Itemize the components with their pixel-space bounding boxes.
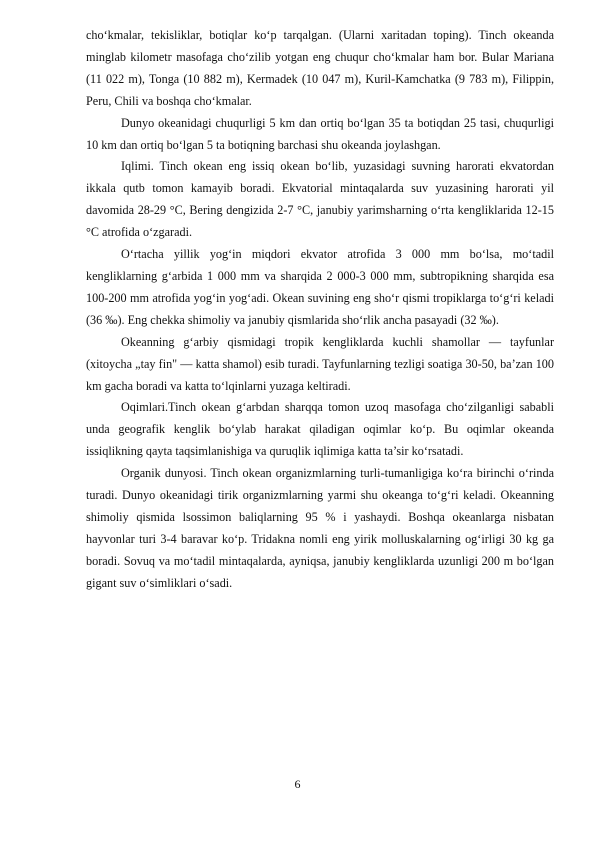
paragraph-deep-basins: Dunyo okeanidagi chuqurligi 5 km dan ortiq bo‘lgan 35 ta botiqdan 25 tasi, chuqurligi 10 km dan ortiq bo‘lgan 5 ta botiqning barchasi shu okeanda joylashgan. <box>86 115 554 152</box>
page-number: 6 <box>294 777 301 791</box>
body-text <box>86 25 554 595</box>
paragraph-currents: Oqimlari.Tinch okean g‘arbdan sharqqa tomon uzoq masofaga cho‘zilganligi sababli unda geografik kenglik bo‘ylab harakat qiladigan oqimlar ko‘p. Bu oqimlar okeanda issiqlikning qayta taqsimlanishiga va quruqlik iqlimiga katta ta’sir ko‘rsatadi. <box>86 400 554 459</box>
paragraph-climate: Iqlimi. Tinch okean eng issiq okean bo‘lib, yuzasidagi suvning harorati ekvatordan ikkala qutb tomon kamayib boradi. Ekvatorial mintaqalarda suv yuzasining harorati yil davomida 28-29 °C, Bering dengizida 2-7 °C, janubiy yarimsharning o‘rta kengliklarida 12-15 °C atrofida o‘zgaradi. <box>86 159 554 240</box>
paragraph-organic-world: Organik dunyosi. Tinch okean organizmlarning turli-tumanligiga ko‘ra birinchi o‘rinda turadi. Dunyo okeanidagi tirik organizmlarning yarmi shu okeanga to‘g‘ri keladi. Okeanning shimoliy qismida lsossimon baliqlarning 95 % i yashaydi. Boshqa okeanlarga nisbatan hayvonlar turi 3-4 baravar ko‘p. Tridakna nomli eng yirik molluskalarning og‘irligi 30 kg ga boradi. Sovuq va mo‘tadil mintaqalarda, ayniqsa, janubiy kengliklarda uzunligi 200 m bo‘lgan gigant suv o‘simliklari o‘sadi. <box>86 466 554 590</box>
paragraph-trenches: cho‘kmalar, tekisliklar, botiqlar ko‘p tarqalgan. (Ularni xaritadan toping). Tinch okeanda minglab kilometr masofaga cho‘zilib yotgan eng chuqur cho‘kmalar ham bor. Bular Mariana (11 022 m), Tonga (10 882 m), Kermadek (10 047 m), Kuril-Kamchatka (9 783 m), Filippin, Peru, Chili va boshqa cho‘kmalar. <box>86 28 554 108</box>
paragraph-precipitation: O‘rtacha yillik yog‘in miqdori ekvator atrofida 3 000 mm bo‘lsa, mo‘tadil kengliklarning g‘arbida 1 000 mm va sharqida 2 000-3 000 mm, subtropikning sharqida esa 100-200 mm atrofida yog‘in yog‘adi. Okean suvining eng sho‘r qismi tropiklarga to‘g‘ri keladi (36 ‰). Eng chekka shimoliy va janubiy qismlarida sho‘rlik ancha pasayadi (32 ‰). <box>86 247 554 327</box>
paragraph-typhoons: Okeanning g‘arbiy qismidagi tropik kengliklarda kuchli shamollar — tayfunlar (xitoycha „tay fin" — katta shamol) esib turadi. Tayfunlarning tezligi soatiga 30-50, ba’zan 100 km gacha boradi va katta to‘lqinlarni yuzaga keltiradi. <box>86 334 554 393</box>
